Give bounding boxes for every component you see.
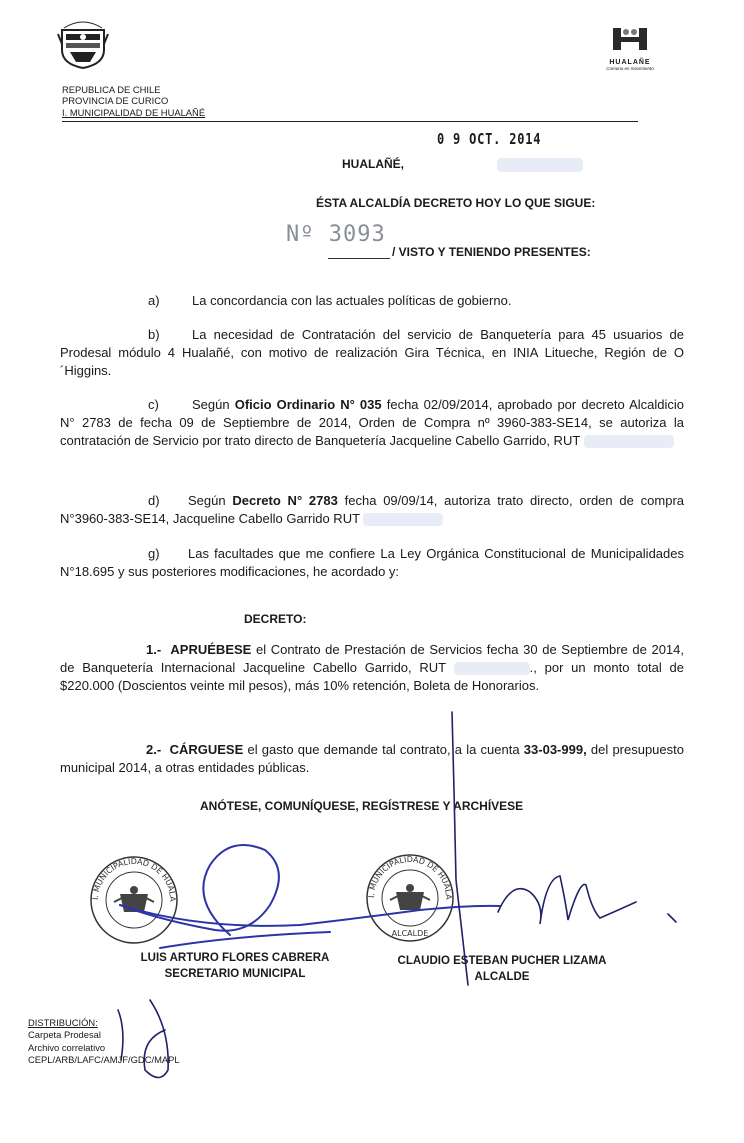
articulo-1-verb: APRUÉBESE	[170, 642, 252, 657]
articulo-2-tail: del presupuesto municipal 2014, a otras entidades públicas.	[60, 742, 684, 775]
considerando-b-label: b)	[148, 327, 160, 342]
redacted-rut	[584, 435, 674, 448]
considerando-b-text: La necesidad de Contratación del servicio de Banquetería para 45 usuarios de Prodesal módulo 4 Hualañé, con motivo de realización Gira Técnica, en INIA Litueche, Región de O´Higgins.	[60, 327, 684, 378]
date-stamp: 0 9 OCT. 2014	[437, 130, 542, 148]
distribution-item: Archivo correlativo	[28, 1041, 106, 1053]
considerando-g-text: Las facultades que me confiere La Ley Orgánica Constitucional de Municipalidades N°18.695 y sus posteriores modificaciones, he acordado y:	[60, 546, 684, 579]
issuer-country: REPUBLICA DE CHILE	[62, 84, 161, 95]
budget-account: 33-03-999,	[523, 742, 587, 757]
considerando-d-label: d)	[148, 493, 160, 508]
place-name: HUALAÑÉ,	[342, 157, 404, 171]
mayor-role: ALCALDE	[474, 971, 530, 983]
hualane-logo	[604, 26, 656, 80]
articulo-2-text: el gasto que demande tal contrato, a la cuenta	[243, 742, 524, 757]
issuer-block	[62, 84, 205, 118]
distribution-title: DISTRIBUCIÓN:	[28, 1017, 98, 1028]
distribution-item: Carpeta Prodesal	[28, 1029, 101, 1041]
mayor-name: CLAUDIO ESTEBAN PUCHER LIZAMA	[397, 955, 607, 967]
secretary-seal	[88, 854, 180, 946]
articulo-2-verb: CÁRGUESE	[169, 742, 244, 757]
considerando-a-label: a)	[148, 293, 160, 308]
secretary-role: SECRETARIO MUNICIPAL	[164, 968, 306, 980]
logo-name: HUALAÑE	[609, 59, 651, 66]
articulo-1-number: 1.-	[146, 642, 162, 657]
decree-number-underline	[328, 258, 390, 259]
secretary-name: LUIS ARTURO FLORES CABRERA	[140, 952, 330, 964]
mayor-seal	[364, 852, 456, 944]
decreto-heading: DECRETO:	[244, 612, 307, 626]
considerando-d-pre: Según	[188, 493, 233, 508]
logo-tagline: Comuna en movimiento	[606, 66, 654, 71]
considerando-c-text: fecha 02/09/2014, aprobado por decreto Alcaldicio N° 2783 de fecha 09 de Septiembre de 2014, Orden de Compra nº 3960-383-SE14, se autoriza la contratación de Servicio por trato directo de Banquetería Jacqueline Cabello Garrido, RUT	[60, 397, 684, 448]
place-line	[342, 157, 583, 172]
considerando-d-text: fecha 09/09/14, autoriza trato directo, orden de compra N°3960-383-SE14, Jacqueline Cabello Garrido RUT	[60, 493, 685, 526]
articulo-2	[60, 741, 684, 777]
svg-text:I. MUNICIPALIDAD DE HUALAÑÉ: I. MUNICIPALIDAD DE HUALA	[90, 856, 178, 902]
decree-intro-heading: ÉSTA ALCALDÍA DECRETO HOY LO QUE SIGUE:	[316, 196, 596, 210]
articulo-1-amount: ., por un monto total de $220.000 (Doscientos veinte mil pesos), más 10% retención, Boleta de Honorarios.	[60, 660, 684, 693]
secretary-signature-block	[118, 950, 352, 982]
considerando-c	[60, 396, 684, 450]
redacted-rut	[363, 513, 443, 526]
articulo-1	[60, 641, 684, 695]
articulo-2-number: 2.-	[146, 742, 162, 757]
considerando-g	[60, 545, 684, 581]
municipal-crest-logo	[56, 14, 110, 74]
svg-text:I. MUNICIPALIDAD DE HUALAÑÉ: I. MUNICIPALIDAD DE HUALA	[366, 854, 454, 900]
mayor-signature-block	[376, 953, 628, 985]
issuer-province: PROVINCIA DE CURICO	[62, 95, 169, 107]
decree-number-stamp: Nº 3093	[286, 222, 386, 247]
redacted-rut	[454, 662, 530, 675]
closing-formula: ANÓTESE, COMUNÍQUESE, REGÍSTRESE Y ARCHÍVESE	[200, 799, 524, 813]
visto-heading: / VISTO Y TENIENDO PRESENTES:	[392, 245, 591, 259]
svg-text:ALCALDE: ALCALDE	[391, 929, 429, 938]
decree-reference: Decreto N° 2783	[232, 493, 338, 508]
issuer-municipality: I. MUNICIPALIDAD DE HUALAÑÉ	[62, 106, 206, 118]
considerando-a	[148, 292, 511, 310]
distribution-item: CEPL/ARB/LAFC/AMJF/GDC/MAPL	[28, 1054, 180, 1066]
considerando-g-label: g)	[148, 546, 160, 561]
oficio-reference: Oficio Ordinario N° 035	[234, 397, 382, 412]
considerando-c-pre: Según	[192, 397, 235, 412]
considerando-c-label: c)	[148, 397, 159, 412]
considerando-d	[60, 492, 684, 528]
considerando-a-text: La concordancia con las actuales políticas de gobierno.	[192, 293, 512, 308]
distribution-list	[28, 1017, 180, 1067]
redacted-date	[497, 158, 583, 172]
hualane-logo-mark	[611, 26, 649, 52]
articulo-1-text: el Contrato de Prestación de Servicios fecha 30 de Septiembre de 2014, de Banquetería Internacional Jacqueline Cabello Garrido, RUT	[60, 642, 685, 675]
considerando-b	[60, 326, 684, 380]
header-divider	[62, 121, 638, 122]
